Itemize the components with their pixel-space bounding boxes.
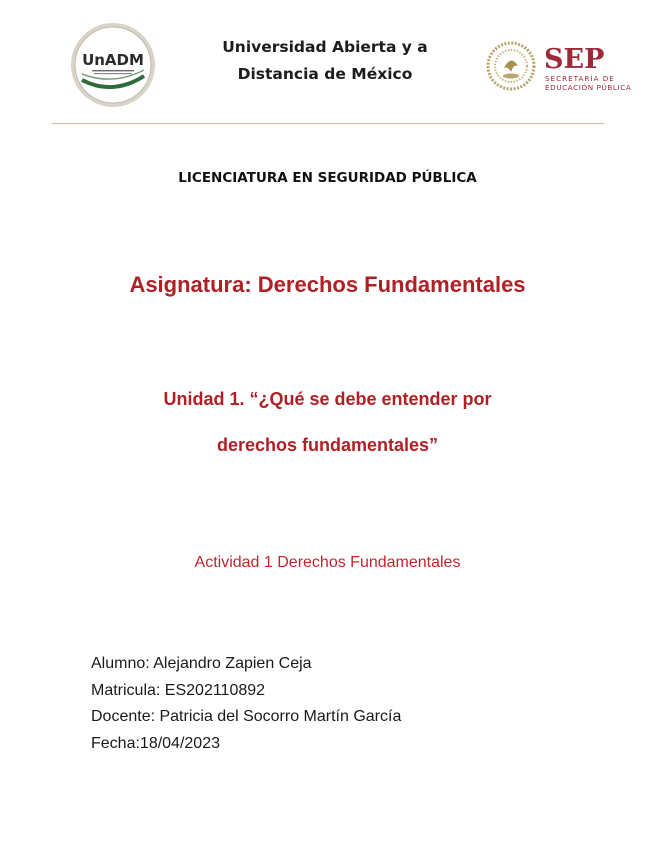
unit-title: [0, 376, 655, 468]
activity-title: Actividad 1 Derechos Fundamentales: [194, 554, 461, 571]
student-id: Matricula: ES202110892: [91, 681, 266, 699]
sep-logo-text: SEP: [544, 44, 605, 75]
header-divider: [52, 123, 604, 124]
student-info: [91, 651, 401, 757]
teacher-name: Docente: Patricia del Socorro Martín García: [91, 708, 402, 725]
unadm-logo: [70, 22, 156, 108]
university-name-line1: Universidad Abierta y a: [222, 38, 428, 56]
mexican-eagle-seal-icon: [488, 43, 534, 89]
university-name: [190, 34, 460, 88]
document-header: [0, 0, 655, 125]
university-name-line2: Distancia de México: [237, 65, 413, 83]
sep-logo-sub1: SECRETARÍA DE: [545, 74, 615, 83]
document-date: Fecha:18/04/2023: [91, 734, 220, 752]
sep-logo-sub2: EDUCACIÓN PÚBLICA: [545, 83, 632, 92]
unadm-logo-text: UnADM: [82, 51, 144, 69]
student-name: Alumno: Alejandro Zapien Ceja: [91, 655, 312, 672]
unit-title-line1: Unidad 1. “¿Qué se debe entender por: [163, 389, 492, 409]
sep-logo: [486, 38, 651, 98]
career-title: LICENCIATURA EN SEGURIDAD PÚBLICA: [178, 170, 477, 186]
subject-title: Asignatura: Derechos Fundamentales: [129, 272, 526, 297]
unit-title-line2: derechos fundamentales”: [216, 435, 439, 455]
